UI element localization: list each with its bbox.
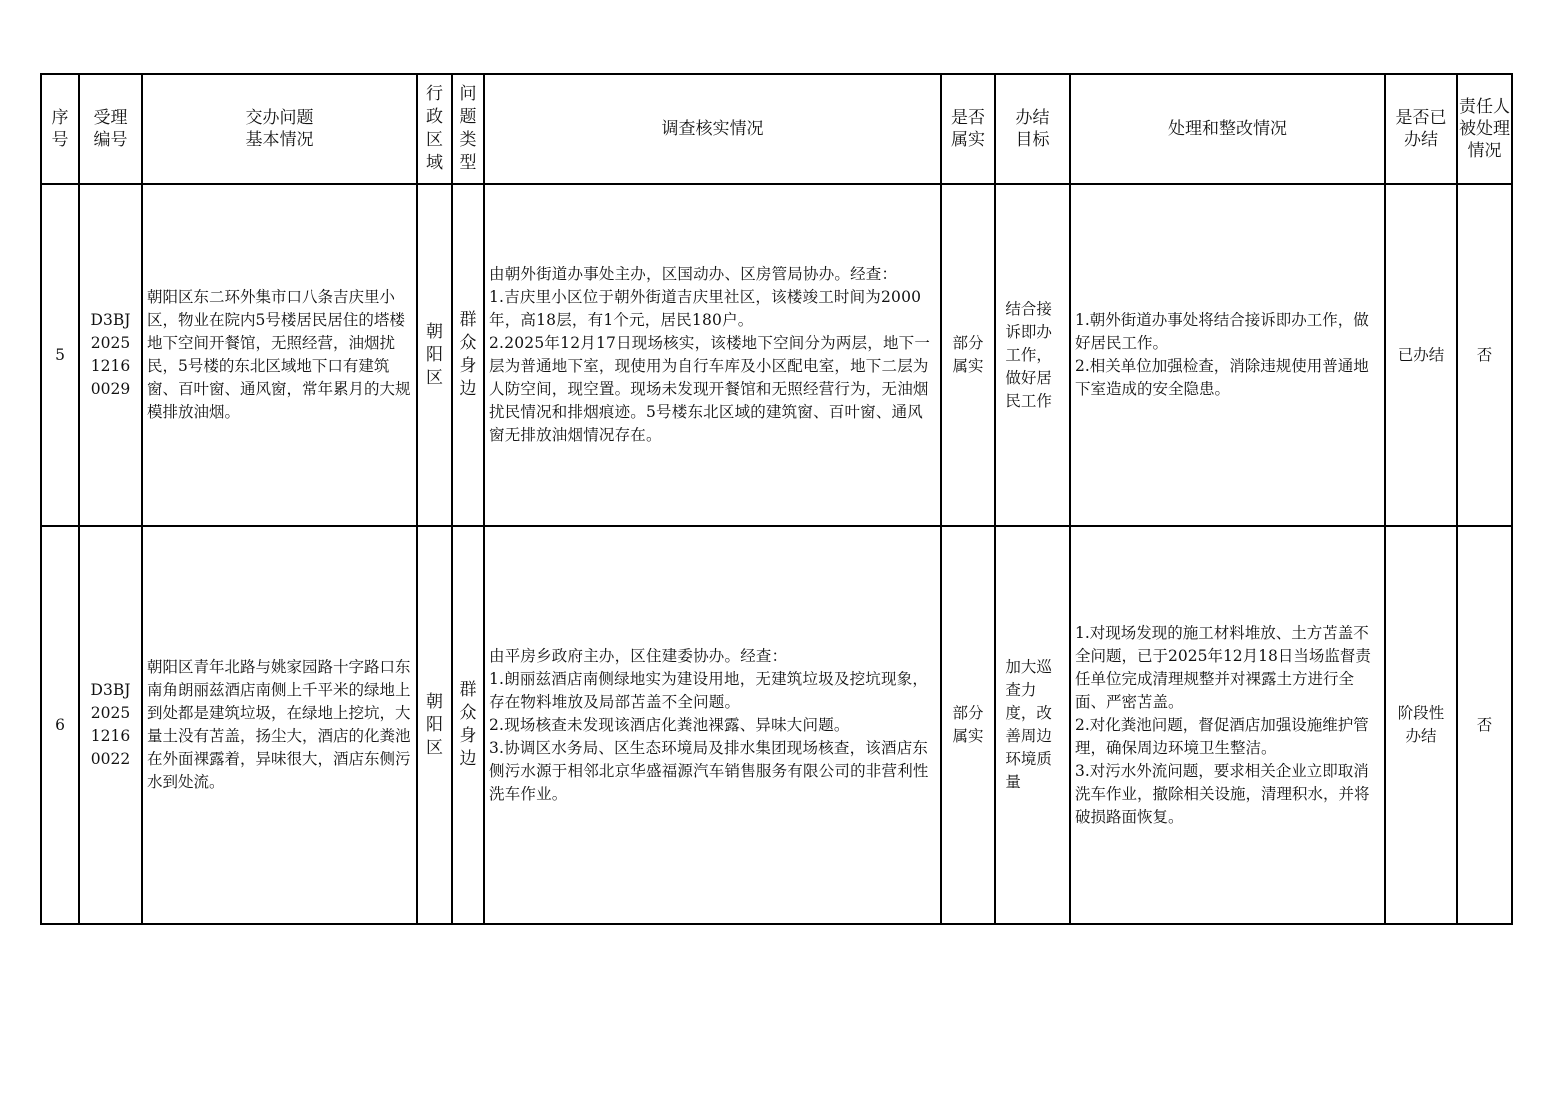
header-handling: 处理和整改情况 (1070, 74, 1385, 184)
header-investigation: 调查核实情况 (484, 74, 941, 184)
cell-investigation: 由平房乡政府主办，区住建委协办。经查： 1.朗丽兹酒店南侧绿地实为建设用地，无建筑垃圾及挖坑现象，存在物料堆放及局部苫盖不全问题。 2.现场核查未发现该酒店化粪池裸露、异味大问题。 3.协调区水务局、区生态环境局及排水集团现场核查，该酒店东侧污水源于相邻北京华盛福源汽车销售服务有限公司的非营利性洗车作业。 (484, 526, 941, 924)
cell-accountability: 否 (1457, 526, 1512, 924)
header-goal: 办结 目标 (995, 74, 1070, 184)
cell-issue: 朝阳区青年北路与姚家园路十字路口东南角朗丽兹酒店南侧上千平米的绿地上到处都是建筑垃圾，在绿地上挖坑，大量土没有苫盖，扬尘大，酒店的化粪池在外面裸露着，异味很大，酒店东侧污水到处流。 (142, 526, 417, 924)
cell-verified: 部分属实 (941, 184, 995, 526)
header-case-no: 受理 编号 (79, 74, 142, 184)
header-region: 行政区域 (417, 74, 452, 184)
cell-handling: 1.朝外街道办事处将结合接诉即办工作，做好居民工作。 2.相关单位加强检查，消除违规使用普通地下室造成的安全隐患。 (1070, 184, 1385, 526)
cell-investigation: 由朝外街道办事处主办，区国动办、区房管局协办。经查： 1.吉庆里小区位于朝外街道吉庆里社区，该楼竣工时间为2000年，高18层，有1个元，居民180户。 2.2025年12月17日现场核实，该楼地下空间分为两层，地下一层为普通地下室，现使用为自行车库及小区配电室，地下二层为人防空间，现空置。现场未发现开餐馆和无照经营行为，无油烟扰民情况和排烟痕迹。5号楼东北区域的建筑窗、百叶窗、通风窗无排放油烟情况存在。 (484, 184, 941, 526)
header-completed: 是否已 办结 (1385, 74, 1457, 184)
cell-region: 朝阳区 (417, 184, 452, 526)
cell-verified: 部分属实 (941, 526, 995, 924)
cell-completed: 已办结 (1385, 184, 1457, 526)
header-verified: 是否 属实 (941, 74, 995, 184)
cell-issue: 朝阳区东二环外集市口八条吉庆里小区，物业在院内5号楼居民居住的塔楼地下空间开餐馆，无照经营，油烟扰民，5号楼的东北区域地下口有建筑窗、百叶窗、通风窗，常年累月的大规模排放油烟。 (142, 184, 417, 526)
header-seq: 序 号 (41, 74, 79, 184)
table-row (41, 526, 1512, 924)
cell-type: 群众身边 (452, 526, 484, 924)
cell-completed: 阶段性办结 (1385, 526, 1457, 924)
cell-accountability: 否 (1457, 184, 1512, 526)
cell-handling: 1.对现场发现的施工材料堆放、土方苫盖不全问题，已于2025年12月18日当场监督责任单位完成清理规整并对裸露土方进行全面、严密苫盖。 2.对化粪池问题，督促酒店加强设施维护管理，确保周边环境卫生整洁。 3.对污水外流问题，要求相关企业立即取消洗车作业，撤除相关设施，清理积水，并将破损路面恢复。 (1070, 526, 1385, 924)
header-type: 问题类型 (452, 74, 484, 184)
header-row (41, 74, 1512, 184)
cell-seq: 5 (41, 184, 79, 526)
header-accountability: 责任人被处理情况 (1457, 74, 1512, 184)
table-row (41, 184, 1512, 526)
header-issue: 交办问题 基本情况 (142, 74, 417, 184)
cell-seq: 6 (41, 526, 79, 924)
cell-case-no: D3BJ202512160029 (79, 184, 142, 526)
cell-goal: 结合接诉即办工作，做好居民工作 (995, 184, 1070, 526)
cell-case-no: D3BJ202512160022 (79, 526, 142, 924)
cell-region: 朝阳区 (417, 526, 452, 924)
cell-type: 群众身边 (452, 184, 484, 526)
case-report-table (40, 73, 1513, 925)
cell-goal: 加大巡查力度，改善周边环境质量 (995, 526, 1070, 924)
